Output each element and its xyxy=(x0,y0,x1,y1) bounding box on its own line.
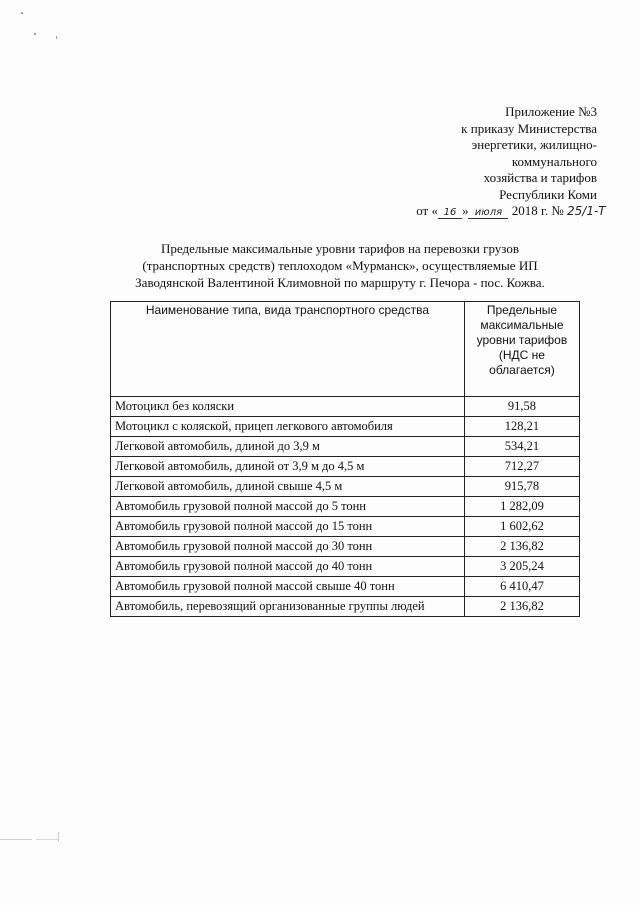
vehicle-name: Автомобиль грузовой полной массой до 30 тонн xyxy=(111,537,465,557)
table-row xyxy=(111,457,580,477)
title-line: (транспортных средств) теплоходом «Мурманск», осуществляемые ИП xyxy=(142,258,538,273)
appendix-date-line xyxy=(416,203,606,220)
appendix-header xyxy=(416,104,606,220)
appendix-line: к приказу Министерства xyxy=(461,120,597,136)
scan-speck xyxy=(56,36,57,39)
vehicle-name: Автомобиль грузовой полной массой до 5 тонн xyxy=(111,497,465,517)
tariff-value: 2 136,82 xyxy=(464,537,579,557)
tariff-value: 6 410,47 xyxy=(464,577,579,597)
title-line: Заводянской Валентиной Климовной по маршруту г. Печора - пос. Кожва. xyxy=(135,275,545,290)
doc-number-handwritten: 25/1-Т xyxy=(567,204,606,218)
document-title xyxy=(100,240,580,291)
tariff-value: 1 602,62 xyxy=(464,517,579,537)
header-tariff-line: максимальные xyxy=(480,318,564,332)
vehicle-name: Легковой автомобиль, длиной от 3,9 м до 4,5 м xyxy=(111,457,465,477)
table-row xyxy=(111,577,580,597)
scan-speck xyxy=(21,12,23,14)
header-tariff-line: уровни тарифов xyxy=(476,333,568,347)
table-row xyxy=(111,477,580,497)
header-tariff-line: Предельные xyxy=(486,303,558,317)
vehicle-name: Легковой автомобиль, длиной до 3,9 м xyxy=(111,437,465,457)
tariff-value: 91,58 xyxy=(464,397,579,417)
tariff-value: 3 205,24 xyxy=(464,557,579,577)
header-tariff xyxy=(464,302,579,397)
title-line: Предельные максимальные уровни тарифов на перевозки грузов xyxy=(161,241,519,256)
appendix-line: Приложение №3 xyxy=(505,104,597,119)
tariff-value: 2 136,82 xyxy=(464,597,579,617)
vehicle-name: Мотоцикл с коляской, прицеп легкового автомобиля xyxy=(111,417,465,437)
scan-line xyxy=(36,839,58,840)
vehicle-name: Автомобиль грузовой полной массой до 15 тонн xyxy=(111,517,465,537)
table-header-row xyxy=(111,302,580,397)
header-vehicle-type: Наименование типа, вида транспортного средства xyxy=(111,302,465,397)
table-row xyxy=(111,557,580,577)
scan-speck xyxy=(34,33,36,35)
vehicle-name: Автомобиль грузовой полной массой свыше 40 тонн xyxy=(111,577,465,597)
vehicle-name: Мотоцикл без коляски xyxy=(111,397,465,417)
table-row xyxy=(111,417,580,437)
appendix-line: хозяйства и тарифов xyxy=(483,170,597,185)
date-year: 2018 г. № xyxy=(511,203,564,218)
table-row xyxy=(111,397,580,417)
header-tariff-line: (НДС не xyxy=(498,348,545,362)
vehicle-name: Автомобиль, перевозящий организованные группы людей xyxy=(111,597,465,617)
appendix-line: Республики Коми xyxy=(499,186,597,202)
tariff-value: 128,21 xyxy=(464,417,579,437)
scan-line xyxy=(0,839,32,840)
appendix-line: коммунального xyxy=(511,153,597,169)
tariff-value: 915,78 xyxy=(464,477,579,497)
table-row xyxy=(111,437,580,457)
table-row xyxy=(111,517,580,537)
date-prefix: от « xyxy=(416,203,438,218)
appendix-line: энергетики, жилищно- xyxy=(471,137,597,152)
date-mid: » xyxy=(461,203,469,218)
date-day-handwritten: 16 xyxy=(438,207,462,219)
vehicle-name: Легковой автомобиль, длиной свыше 4,5 м xyxy=(111,477,465,497)
vehicle-name: Автомобиль грузовой полной массой до 40 тонн xyxy=(111,557,465,577)
table-row xyxy=(111,537,580,557)
table-row xyxy=(111,597,580,617)
date-month-handwritten: июля xyxy=(468,207,508,219)
tariff-table xyxy=(110,301,580,617)
tariff-value: 1 282,09 xyxy=(464,497,579,517)
tariff-value: 712,27 xyxy=(464,457,579,477)
header-tariff-line: облагается) xyxy=(489,363,555,377)
table-row xyxy=(111,497,580,517)
tariff-value: 534,21 xyxy=(464,437,579,457)
scan-speck xyxy=(58,832,59,842)
